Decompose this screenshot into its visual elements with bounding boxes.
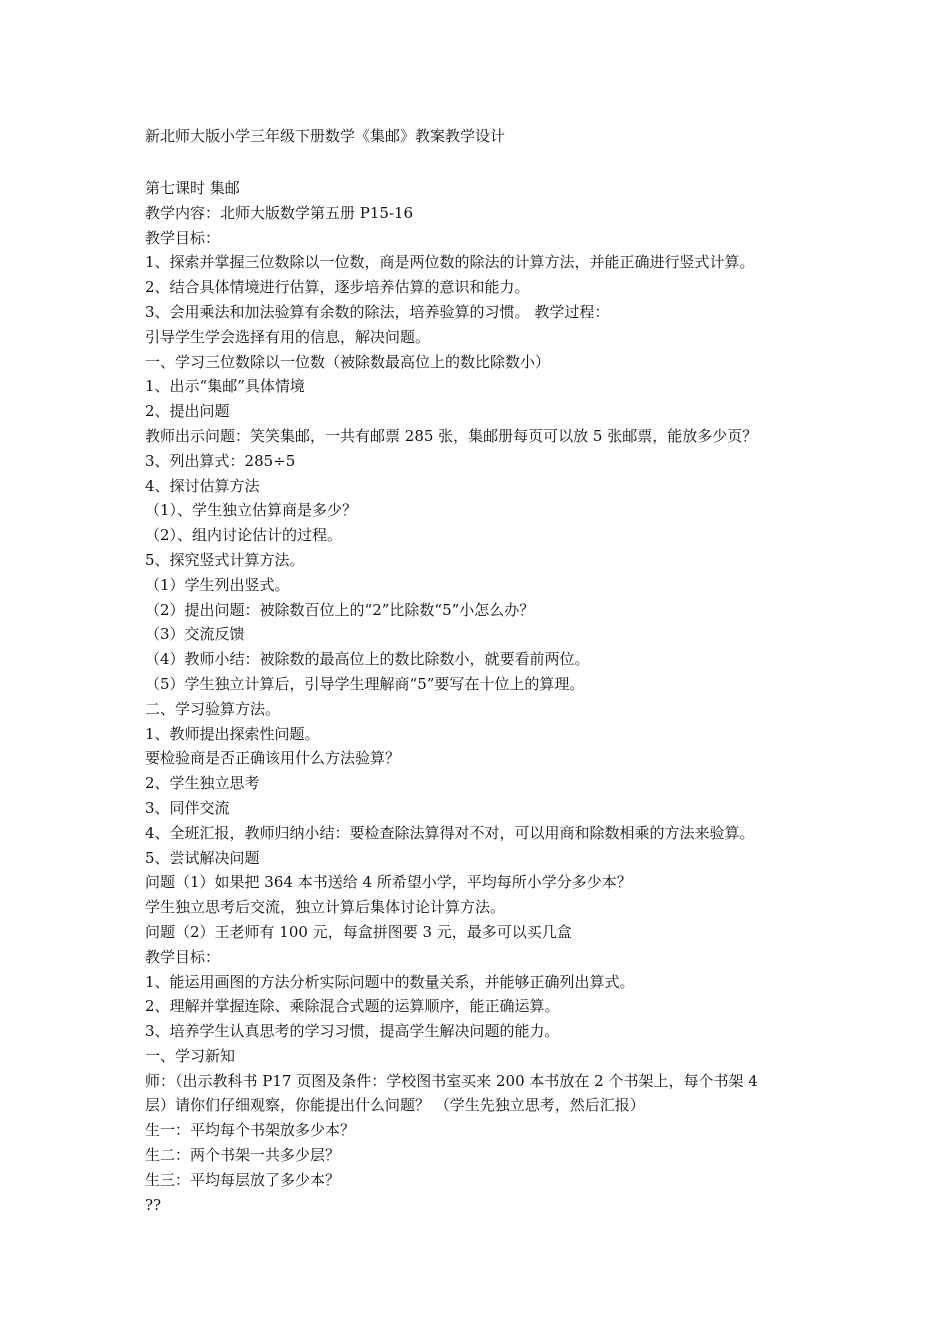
text-line: 1、探索并掌握三位数除以一位数，商是两位数的除法的计算方法，并能正确进行竖式计算。: [145, 253, 755, 272]
text-line: 1、教师提出探索性问题。: [145, 724, 320, 743]
text-line: （1）学生列出竖式。: [145, 575, 290, 594]
text-line: 5、尝试解决问题: [145, 848, 260, 867]
text-line: （1）、学生独立估算商是多少？: [145, 501, 358, 520]
section-heading: 二、学习验算方法。: [145, 699, 281, 718]
text-line: （4）教师小结：被除数的最高位上的数比除数小，就要看前两位。: [145, 650, 590, 669]
text-line: 生二：两个书架一共多少层？: [145, 1146, 341, 1165]
text-line: 师：（出示教科书 P17 页图及条件：学校图书室买来 200 本书放在 2 个书架上，每个书架 4: [145, 1071, 758, 1090]
document-body: [145, 176, 815, 1217]
text-line: （2）提出问题：被除数百位上的“2”比除数“5”小怎么办？: [145, 600, 535, 619]
text-line: 4、全班汇报，教师归纳小结：要检查除法算得对不对，可以用商和除数相乘的方法来验算。: [145, 823, 755, 842]
text-line: （2）、组内讨论估计的过程。: [145, 526, 343, 545]
text-line: 1、能运用画图的方法分析实际问题中的数量关系，并能够正确列出算式。: [145, 972, 635, 991]
text-line: 2、学生独立思考: [145, 774, 260, 793]
document-title: 新北师大版小学三年级下册数学《集邮》教案教学设计: [145, 127, 506, 145]
text-line: 教学目标：: [145, 947, 221, 966]
text-line: 3、同伴交流: [145, 798, 230, 817]
section-heading: 一、学习新知: [145, 1046, 236, 1065]
text-line: 2、理解并掌握连除、乘除混合式题的运算顺序，能正确运算。: [145, 997, 560, 1016]
text-line: 层）请你们仔细观察，你能提出什么问题？ （学生先独立思考，然后汇报）: [145, 1096, 645, 1115]
text-line: （5）学生独立计算后，引导学生理解商“5”要写在十位上的算理。: [145, 674, 585, 693]
text-line: 生三：平均每层放了多少本？: [145, 1170, 341, 1189]
text-line: 要检验商是否正确该用什么方法验算？: [145, 749, 401, 768]
text-line: 第七课时 集邮: [145, 179, 240, 197]
text-line: 2、结合具体情境进行估算，逐步培养估算的意识和能力。: [145, 278, 530, 297]
text-line: 生一：平均每个书架放多少本？: [145, 1121, 356, 1140]
text-line: ??: [145, 1195, 162, 1214]
text-line: 教学目标：: [145, 228, 221, 247]
section-heading: 一、学习三位数除以一位数（被除数最高位上的数比除数小）: [145, 352, 551, 371]
text-line: 2、提出问题: [145, 402, 230, 421]
text-line: 5、探究竖式计算方法。: [145, 550, 305, 569]
text-line: 问题（1）如果把 364 本书送给 4 所希望小学，平均每所小学分多少本？: [145, 873, 632, 892]
text-line: 学生独立思考后交流，独立计算后集体讨论计算方法。: [145, 898, 506, 917]
text-line: 教师出示问题：笑笑集邮，一共有邮票 285 张，集邮册每页可以放 5 张邮票，能放多少页？: [145, 426, 758, 445]
text-line: （3）交流反馈: [145, 625, 245, 644]
text-line: 3、培养学生认真思考的学习习惯，提高学生解决问题的能力。: [145, 1022, 560, 1041]
text-line: 3、会用乘法和加法验算有余数的除法，培养验算的习惯。 教学过程：: [145, 302, 610, 321]
text-line: 3、列出算式：285÷5: [145, 451, 296, 470]
text-line: 4、探讨估算方法: [145, 476, 260, 495]
text-line: 问题（2）王老师有 100 元，每盒拼图要 3 元，最多可以买几盒: [145, 922, 572, 941]
text-line: 1、出示“集邮”具体情境: [145, 377, 305, 396]
text-line: 引导学生学会选择有用的信息，解决问题。: [145, 327, 431, 346]
text-line: 教学内容：北师大版数学第五册 P15-16: [145, 203, 414, 222]
